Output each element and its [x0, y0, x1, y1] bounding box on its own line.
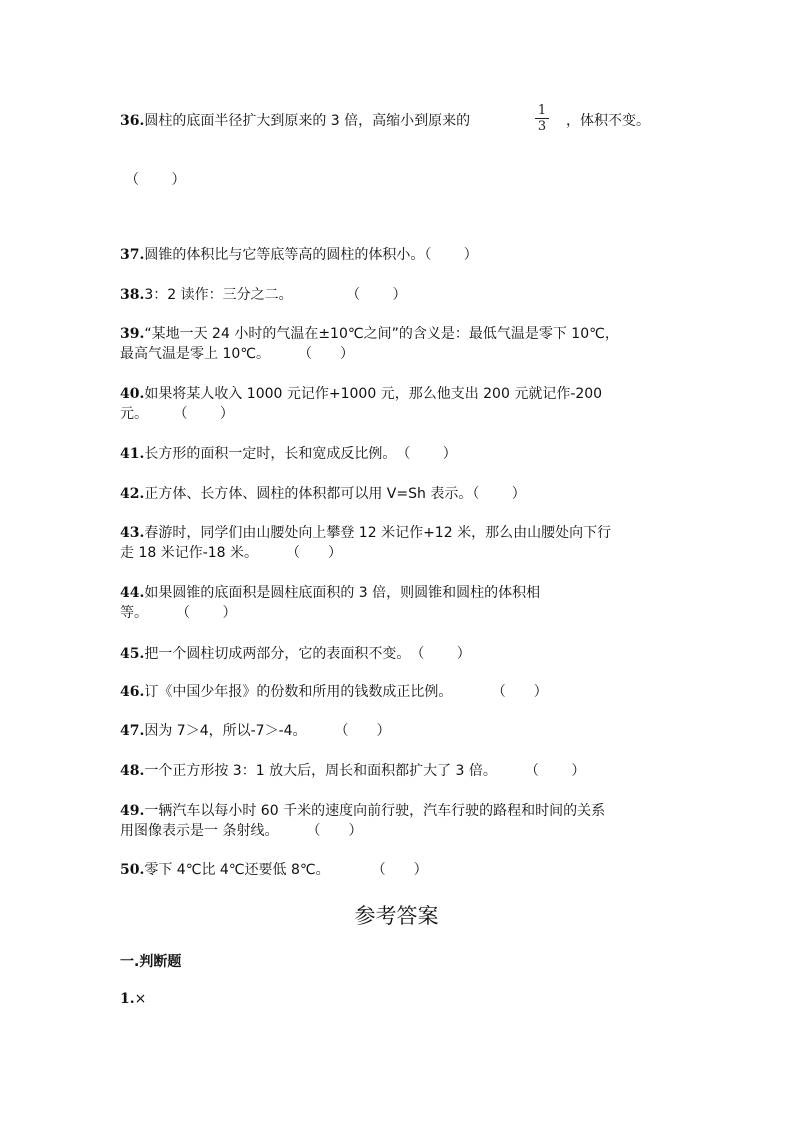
- answer-number: 1.: [120, 991, 135, 1007]
- section-heading: 一.判断题: [120, 954, 182, 970]
- question-number: 42.: [120, 486, 145, 502]
- question-text: “某地一天 24 小时的气温在±10℃之间”的含义是：最低气温是零下 10℃，: [144, 326, 619, 342]
- question-text-line2: 等。 （ ）: [120, 605, 237, 621]
- answer-blank: （ ）: [125, 172, 186, 188]
- question-49: [120, 801, 605, 841]
- question-45: [120, 644, 471, 664]
- question-text: 正方体、长方体、圆柱的体积都可以用 V=Sh 表示。（ ）: [144, 486, 526, 502]
- answer-item-1: [120, 991, 146, 1007]
- question-47: [120, 721, 391, 741]
- question-36-tail: [566, 111, 650, 131]
- question-text: 把一个圆柱切成两部分，它的表面积不变。 （ ）: [144, 646, 471, 662]
- question-43: [120, 523, 611, 563]
- question-41: [120, 444, 457, 464]
- question-text: 一辆汽车以每小时 60 千米的速度向前行驶，汽车行驶的路程和时间的关系: [144, 803, 606, 819]
- question-number: 40.: [120, 386, 145, 402]
- question-text-line2: 元。 （ ）: [120, 406, 234, 422]
- question-text-line2: 走 18 米记作-18 米。 （ ）: [120, 545, 343, 561]
- question-number: 43.: [120, 525, 145, 541]
- question-36: [120, 111, 470, 131]
- question-42: [120, 484, 526, 504]
- question-number: 38.: [120, 287, 145, 303]
- question-number: 49.: [120, 803, 145, 819]
- question-text: 零下 4℃比 4℃还要低 8℃。 （ ）: [144, 862, 428, 878]
- question-text: 因为 7＞4，所以-7＞-4。 （ ）: [144, 723, 391, 739]
- question-text-tail: ，体积不变。: [566, 113, 650, 129]
- question-text-line2: 用图像表示是一 条射线。 （ ）: [120, 823, 363, 839]
- question-number: 37.: [120, 247, 145, 263]
- question-50: [120, 860, 428, 880]
- question-46: [120, 682, 548, 702]
- fraction-one-third: [535, 104, 549, 133]
- question-text: 订《中国少年报》的份数和所用的钱数成正比例。 （ ）: [144, 684, 548, 700]
- question-text: 圆锥的体积比与它等底等高的圆柱的体积小。（ ）: [144, 247, 478, 263]
- question-text: 春游时，同学们由山腰处向上攀登 12 米记作+12 米，那么由山腰处向下行: [144, 525, 612, 541]
- fraction-numerator: 1: [537, 103, 547, 118]
- answer-paren-36: [125, 170, 185, 190]
- question-number: 36.: [120, 113, 145, 129]
- question-text: 一个正方形按 3：1 放大后，周长和面积都扩大了 3 倍。 （ ）: [144, 763, 586, 779]
- question-number: 39.: [120, 326, 145, 342]
- question-text: 如果将某人收入 1000 元记作+1000 元，那么他支出 200 元就记作-200: [144, 386, 603, 402]
- question-number: 50.: [120, 862, 145, 878]
- question-40: [120, 384, 602, 424]
- question-number: 47.: [120, 723, 145, 739]
- answer-mark: ×: [134, 991, 147, 1007]
- fraction-denominator: 3: [537, 119, 547, 134]
- question-text: 圆柱的底面半径扩大到原来的 3 倍，高缩小到原来的: [144, 113, 471, 129]
- question-number: 44.: [120, 585, 145, 601]
- question-39: [120, 324, 619, 364]
- question-text: 长方形的面积一定时，长和宽成反比例。 （ ）: [144, 446, 457, 462]
- question-number: 45.: [120, 646, 145, 662]
- question-number: 46.: [120, 684, 145, 700]
- question-44: [120, 583, 540, 623]
- question-38: [120, 285, 407, 305]
- question-text: 3：2 读作：三分之二。 （ ）: [144, 287, 407, 303]
- question-48: [120, 761, 585, 781]
- question-text: 如果圆锥的底面积是圆柱底面积的 3 倍，则圆锥和圆柱的体积相: [144, 585, 541, 601]
- question-text-line2: 最高气温是零上 10℃。 （ ）: [120, 346, 354, 362]
- answer-key-title: 参考答案: [354, 904, 439, 928]
- question-number: 41.: [120, 446, 145, 462]
- question-number: 48.: [120, 763, 145, 779]
- question-37: [120, 245, 478, 265]
